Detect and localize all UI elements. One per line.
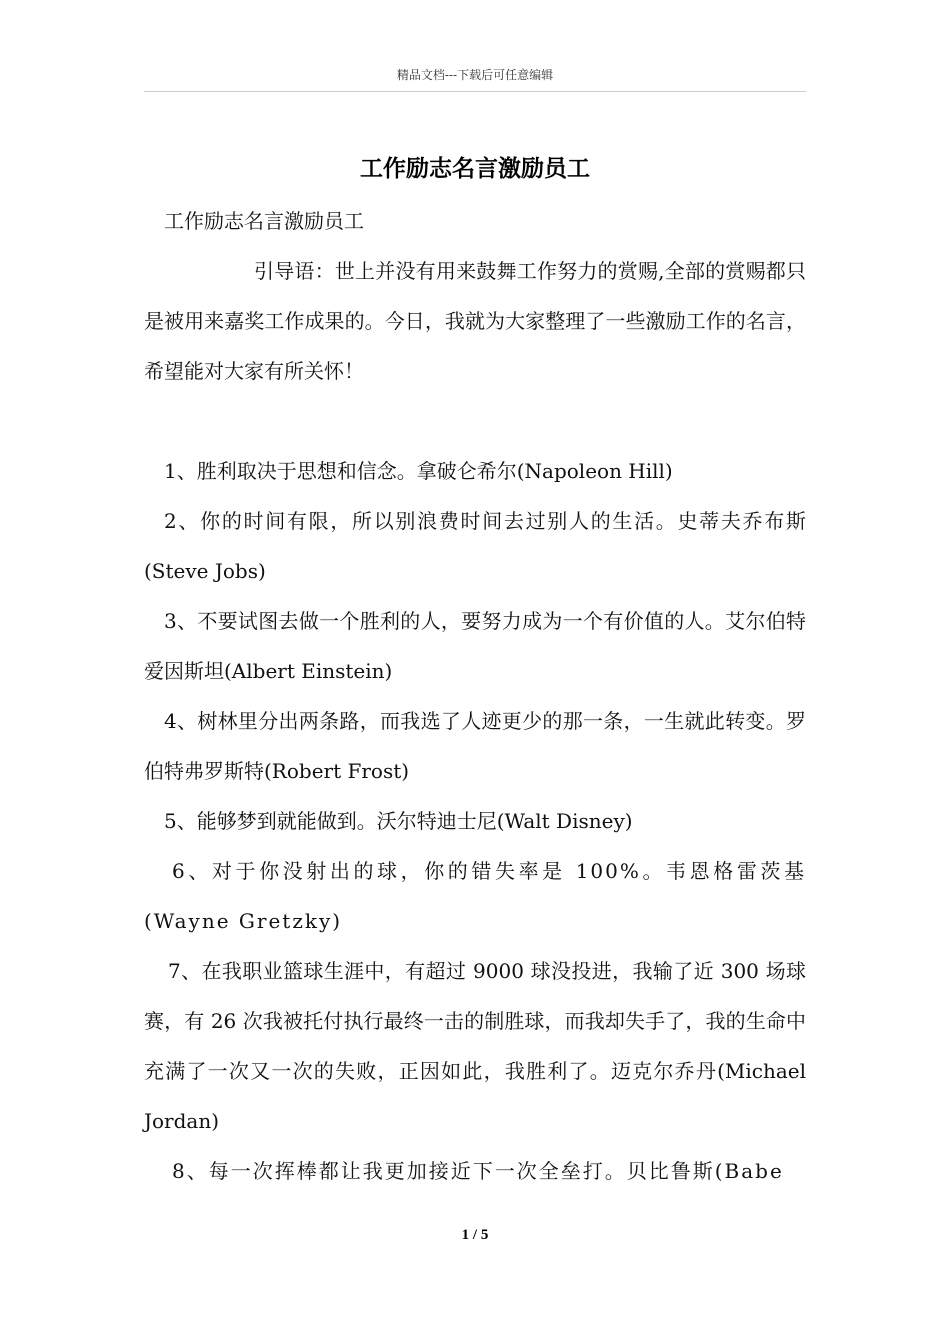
quote-item: 8、每一次挥棒都让我更加接近下一次全垒打。贝比鲁斯(Babe [172, 1159, 784, 1183]
document-subtitle: 工作励志名言激励员工 [164, 209, 364, 233]
page-number: 1 / 5 [461, 1227, 489, 1243]
quote-item: 3、不要试图去做一个胜利的人，要努力成为一个有价值的人。艾尔伯特爱因斯坦(Albert Einstein) [144, 609, 806, 683]
blank-line [144, 396, 806, 446]
quote-item: 5、能够梦到就能做到。沃尔特迪士尼(Walt Disney) [164, 809, 633, 833]
quote-item: 4、树林里分出两条路，而我选了人迹更少的那一条，一生就此转变。罗伯特弗罗斯特(Robert Frost) [144, 709, 806, 783]
quote-item: 6、对于你没射出的球，你的错失率是 100%。韦恩格雷茨基(Wayne Gretzky) [144, 859, 806, 933]
quote-item: 7、在我职业篮球生涯中，有超过 9000 球没投进，我输了近 300 场球赛，有 26 次我被托付执行最终一击的制胜球，而我却失手了，我的生命中充满了一次又一次的失败，正因如此，我胜利了。迈克尔乔丹(Michael Jordan) [144, 959, 806, 1133]
document-body [144, 196, 806, 1196]
quote-item: 2、你的时间有限，所以别浪费时间去过别人的生活。史蒂夫乔布斯(Steve Jobs) [144, 509, 806, 583]
quote-item: 1、胜利取决于思想和信念。拿破仑希尔(Napoleon Hill) [164, 459, 673, 483]
document-title: 工作励志名言激励员工 [360, 155, 590, 182]
page-header: 精品文档---下载后可任意编辑 [396, 68, 554, 82]
intro-paragraph: 引导语：世上并没有用来鼓舞工作努力的赏赐,全部的赏赐都只是被用来嘉奖工作成果的。今日，我就为大家整理了一些激励工作的名言，希望能对大家有所关怀！ [144, 259, 806, 383]
header-divider [144, 91, 806, 92]
